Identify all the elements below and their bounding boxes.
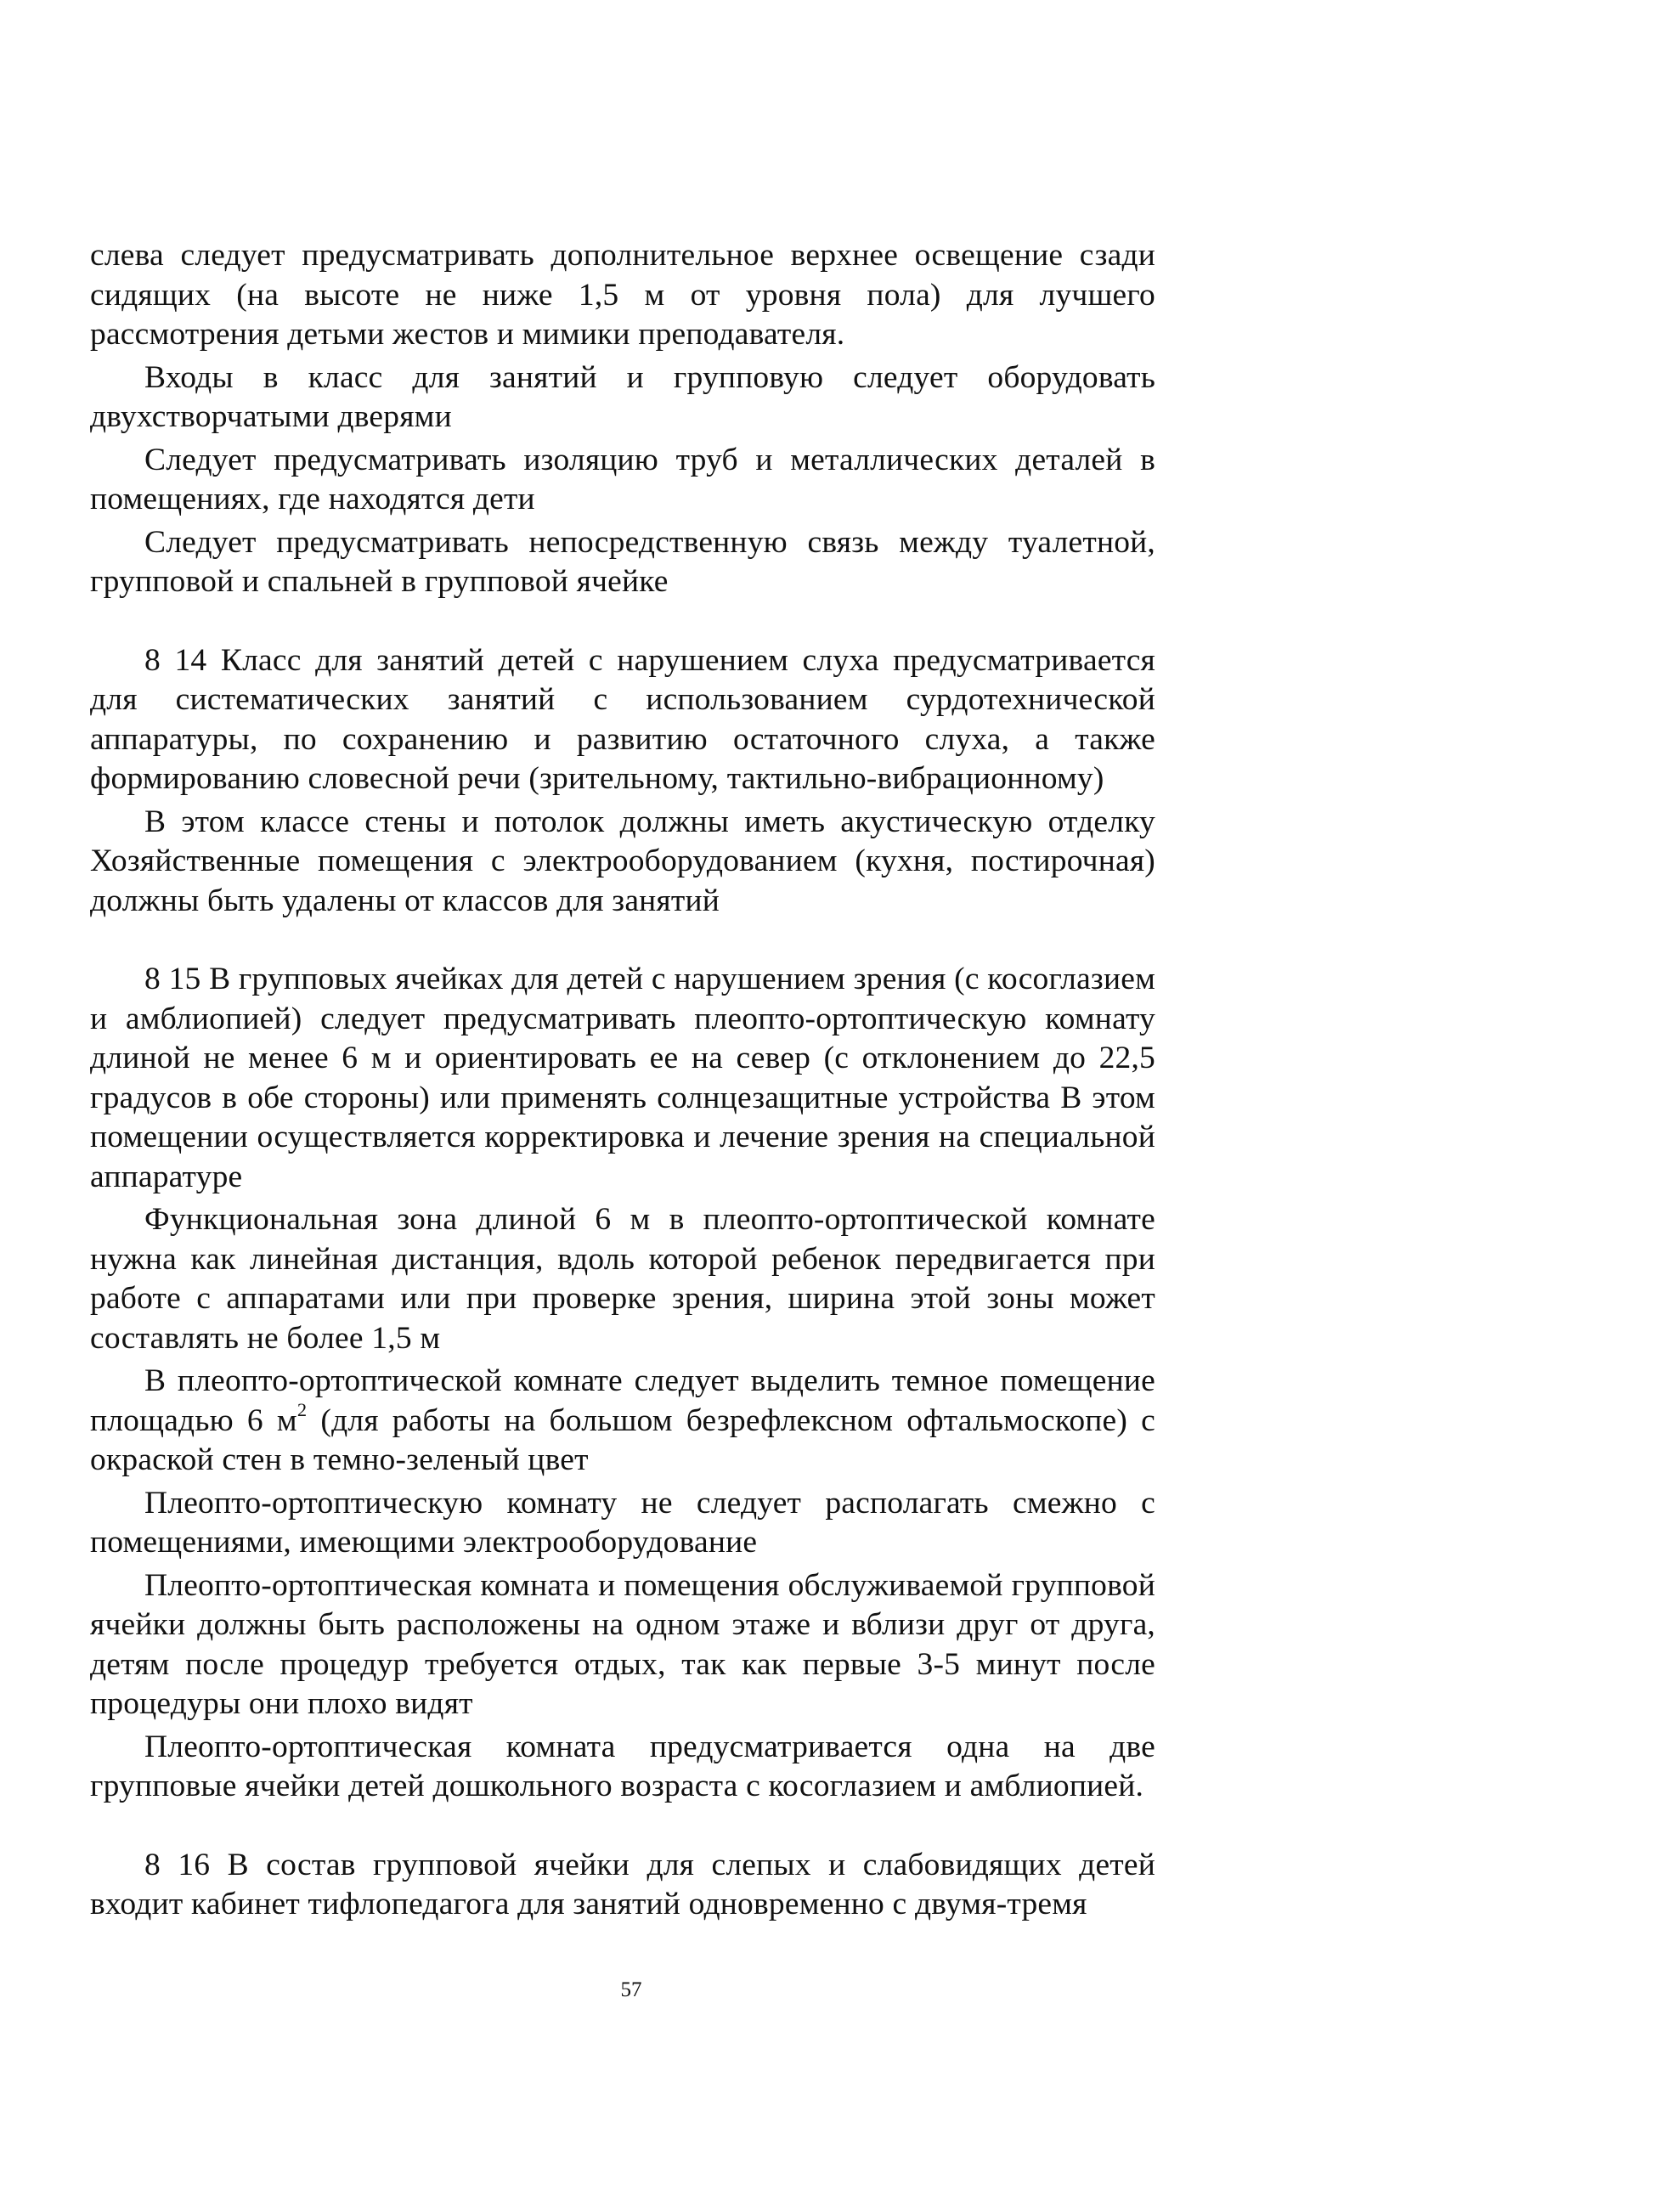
paragraph: 8 14 Класс для занятий детей с нарушением слуха предусматривается для систематических занятий с использованием сурдотехнической аппаратуры, по сохранению и развитию остаточного слуха, а также формированию словесной речи (зрительному, тактильно-вибрационному) xyxy=(90,642,1155,796)
paragraph: Следует предусматривать изоляцию труб и металлических деталей в помещениях, где находятся дети xyxy=(90,442,1155,516)
section-8-15 xyxy=(90,960,1155,1807)
section-8-14 xyxy=(90,641,1155,922)
paragraph: Функциональная зона длиной 6 м в плеопто-ортоптической комнате нужна как линейная дистанция, вдоль которой ребенок передвигается при работе с аппаратами или при проверке зрения, ширина этой зоны может составлять не более 1,5 м xyxy=(90,1202,1155,1356)
paragraph: Плеопто-ортоптическая комната и помещения обслуживаемой групповой ячейки должны быть расположены на одном этаже и вблизи друг от друга, детям после процедур требуется отдых, так как первые 3-5 минут после процедуры они плохо видят xyxy=(90,1567,1155,1721)
page-body xyxy=(90,236,1155,1925)
paragraph: Плеопто-ортоптическую комнату не следует располагать смежно с помещениями, имеющими электрооборудование xyxy=(90,1485,1155,1560)
paragraph: 8 15 В групповых ячейках для детей с нарушением зрения (с косоглазием и амблиопией) следует предусматривать плеопто-ортоптическую комнату длиной не менее 6 м и ориентировать ее на север (с отклонением до 22,5 градусов в обе стороны) или применять солнцезащитные устройства В этом помещении осуществляется корректировка и лечение зрения на специальной аппаратуре xyxy=(90,962,1155,1194)
paragraph: В этом классе стены и потолок должны иметь акустическую отделку Хозяйственные помещения с электрооборудованием (кухня, постирочная) должны быть удалены от классов для занятий xyxy=(90,804,1155,918)
paragraph-text: (для работы на большом безрефлексном офтальмоскопе) с окраской стен в темно-зеленый цвет xyxy=(90,1402,1155,1477)
superscript: 2 xyxy=(296,1398,308,1420)
section-8-16 xyxy=(90,1846,1155,1925)
page-number: 57 xyxy=(620,1978,642,2001)
paragraph: Плеопто-ортоптическая комната предусматривается одна на две групповые ячейки детей дошкольного возраста с косоглазием и амблиопией. xyxy=(90,1729,1155,1803)
paragraph: Входы в класс для занятий и групповую следует оборудовать двухстворчатыми дверями xyxy=(90,359,1155,434)
paragraph: слева следует предусматривать дополнительное верхнее освещение сзади сидящих (на высоте не ниже 1,5 м от уровня пола) для лучшего рассмотрения детьми жестов и мимики преподавателя. xyxy=(90,238,1155,352)
paragraph: Следует предусматривать непосредственную связь между туалетной, групповой и спальней в групповой ячейке xyxy=(90,524,1155,599)
section-continuation xyxy=(90,236,1155,602)
paragraph: 8 16 В состав групповой ячейки для слепых и слабовидящих детей входит кабинет тифлопедагога для занятий одновременно с двумя-тремя xyxy=(90,1847,1155,1921)
paragraph-text: В плеопто-ортоптической комнате следует выделить темное помещение площадью 6 м xyxy=(90,1363,1155,1438)
paragraph xyxy=(90,1362,1155,1481)
